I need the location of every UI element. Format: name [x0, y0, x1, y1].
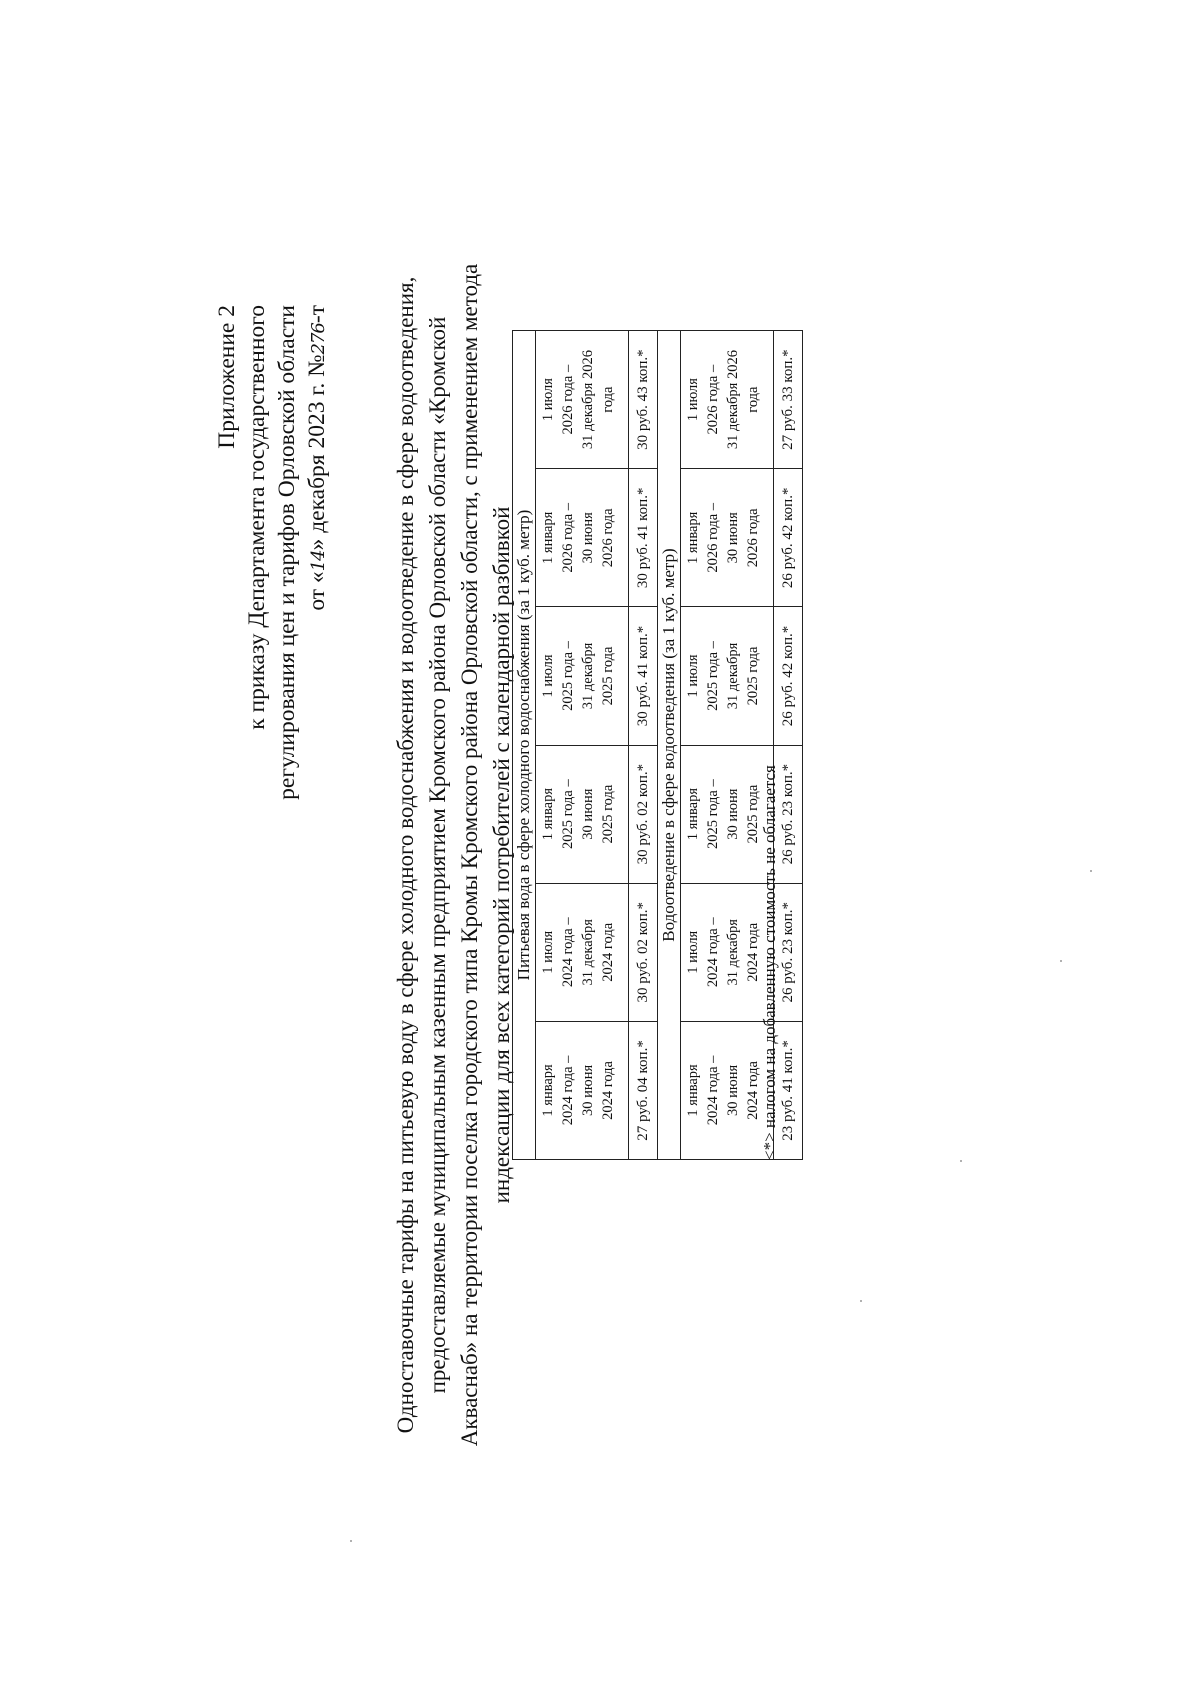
period-cell: 1 июля 2025 года – 31 декабря 2025 года	[681, 607, 774, 745]
tariff-value: 27 руб. 33 коп.*	[774, 331, 803, 469]
document-title	[390, 190, 518, 1520]
scan-speck	[350, 1540, 352, 1542]
scan-speck	[960, 1160, 962, 1162]
period-cell: 1 января 2026 года – 30 июня 2026 года	[681, 469, 774, 607]
appendix-header	[212, 305, 334, 800]
scan-speck	[1060, 960, 1062, 962]
tariff-value: 26 руб. 23 коп.*	[774, 745, 803, 883]
tariff-value: 26 руб. 23 коп.*	[774, 883, 803, 1021]
date-middle: » декабря 2023 г. №	[304, 354, 330, 551]
date-prefix: от «	[304, 571, 330, 611]
period-cell: 1 июля 2026 года – 31 декабря 2026 года	[536, 331, 629, 469]
period-cell: 1 июля 2024 года – 31 декабря 2024 года	[681, 883, 774, 1021]
vat-footnote: <*> налогом на добавленную стоимость не облагается	[760, 765, 779, 1160]
value-row	[629, 331, 658, 1160]
title-line-4: индексации для всех категорий потребителей с календарной разбивкой	[489, 506, 514, 1204]
scan-speck	[1090, 870, 1092, 872]
appendix-date-line	[302, 305, 334, 800]
period-cell: 1 января 2024 года – 30 июня 2024 года	[536, 1021, 629, 1159]
tariff-value: 26 руб. 42 коп.*	[774, 469, 803, 607]
handwritten-order-number: 276	[308, 323, 329, 355]
handwritten-day: 14	[308, 550, 329, 572]
period-cell: 1 июля 2026 года – 31 декабря 2026 года	[681, 331, 774, 469]
tariff-value: 30 руб. 41 коп.*	[629, 607, 658, 745]
scan-speck	[860, 1300, 862, 1302]
appendix-number: Приложение 2	[214, 305, 240, 449]
tariff-value: 30 руб. 02 коп.*	[629, 883, 658, 1021]
tariff-value: 30 руб. 43 коп.*	[629, 331, 658, 469]
period-cell: 1 января 2024 года – 30 июня 2024 года	[681, 1021, 774, 1159]
appendix-department-line: регулирования цен и тарифов Орловской области	[274, 305, 300, 800]
period-cell: 1 июля 2024 года – 31 декабря 2024 года	[536, 883, 629, 1021]
period-cell: 1 января 2026 года – 30 июня 2026 года	[536, 469, 629, 607]
period-cell: 1 января 2025 года – 30 июня 2025 года	[681, 745, 774, 883]
period-cell: 1 июля 2025 года – 31 декабря 2025 года	[536, 607, 629, 745]
rotated-landscape-page	[100, 130, 796, 1550]
tariff-value: 27 руб. 04 коп.*	[629, 1021, 658, 1159]
title-line-3: Акваснаб» на территории поселка городского типа Кромы Кромского района Орловской области, с применением метода	[457, 263, 482, 1447]
period-row	[536, 331, 629, 1160]
tariff-value: 26 руб. 42 коп.*	[774, 607, 803, 745]
title-line-1: Одноставочные тарифы на питьевую воду в сфере холодного водоснабжения и водоотведение в сфере водоотведения,	[393, 276, 418, 1434]
appendix-order-line: к приказу Департамента государственного	[244, 305, 270, 730]
tariff-value: 30 руб. 02 коп.*	[629, 745, 658, 883]
section-heading-wastewater: Водоотведение в сфере водоотведения (за 1 куб. метр)	[658, 331, 681, 1160]
section-heading-row	[513, 331, 536, 1160]
tariff-value: 23 руб. 41 коп.*	[774, 1021, 803, 1159]
section-heading-row	[658, 331, 681, 1160]
tariff-value: 30 руб. 41 коп.*	[629, 469, 658, 607]
section-heading-water: Питьевая вода в сфере холодного водоснабжения (за 1 куб. метр)	[513, 331, 536, 1160]
title-line-2: предоставляемые муниципальным казенным предприятием Кромского района Орловской области «Кромской	[425, 316, 450, 1394]
date-suffix: -т	[304, 305, 330, 324]
period-cell: 1 января 2025 года – 30 июня 2025 года	[536, 745, 629, 883]
